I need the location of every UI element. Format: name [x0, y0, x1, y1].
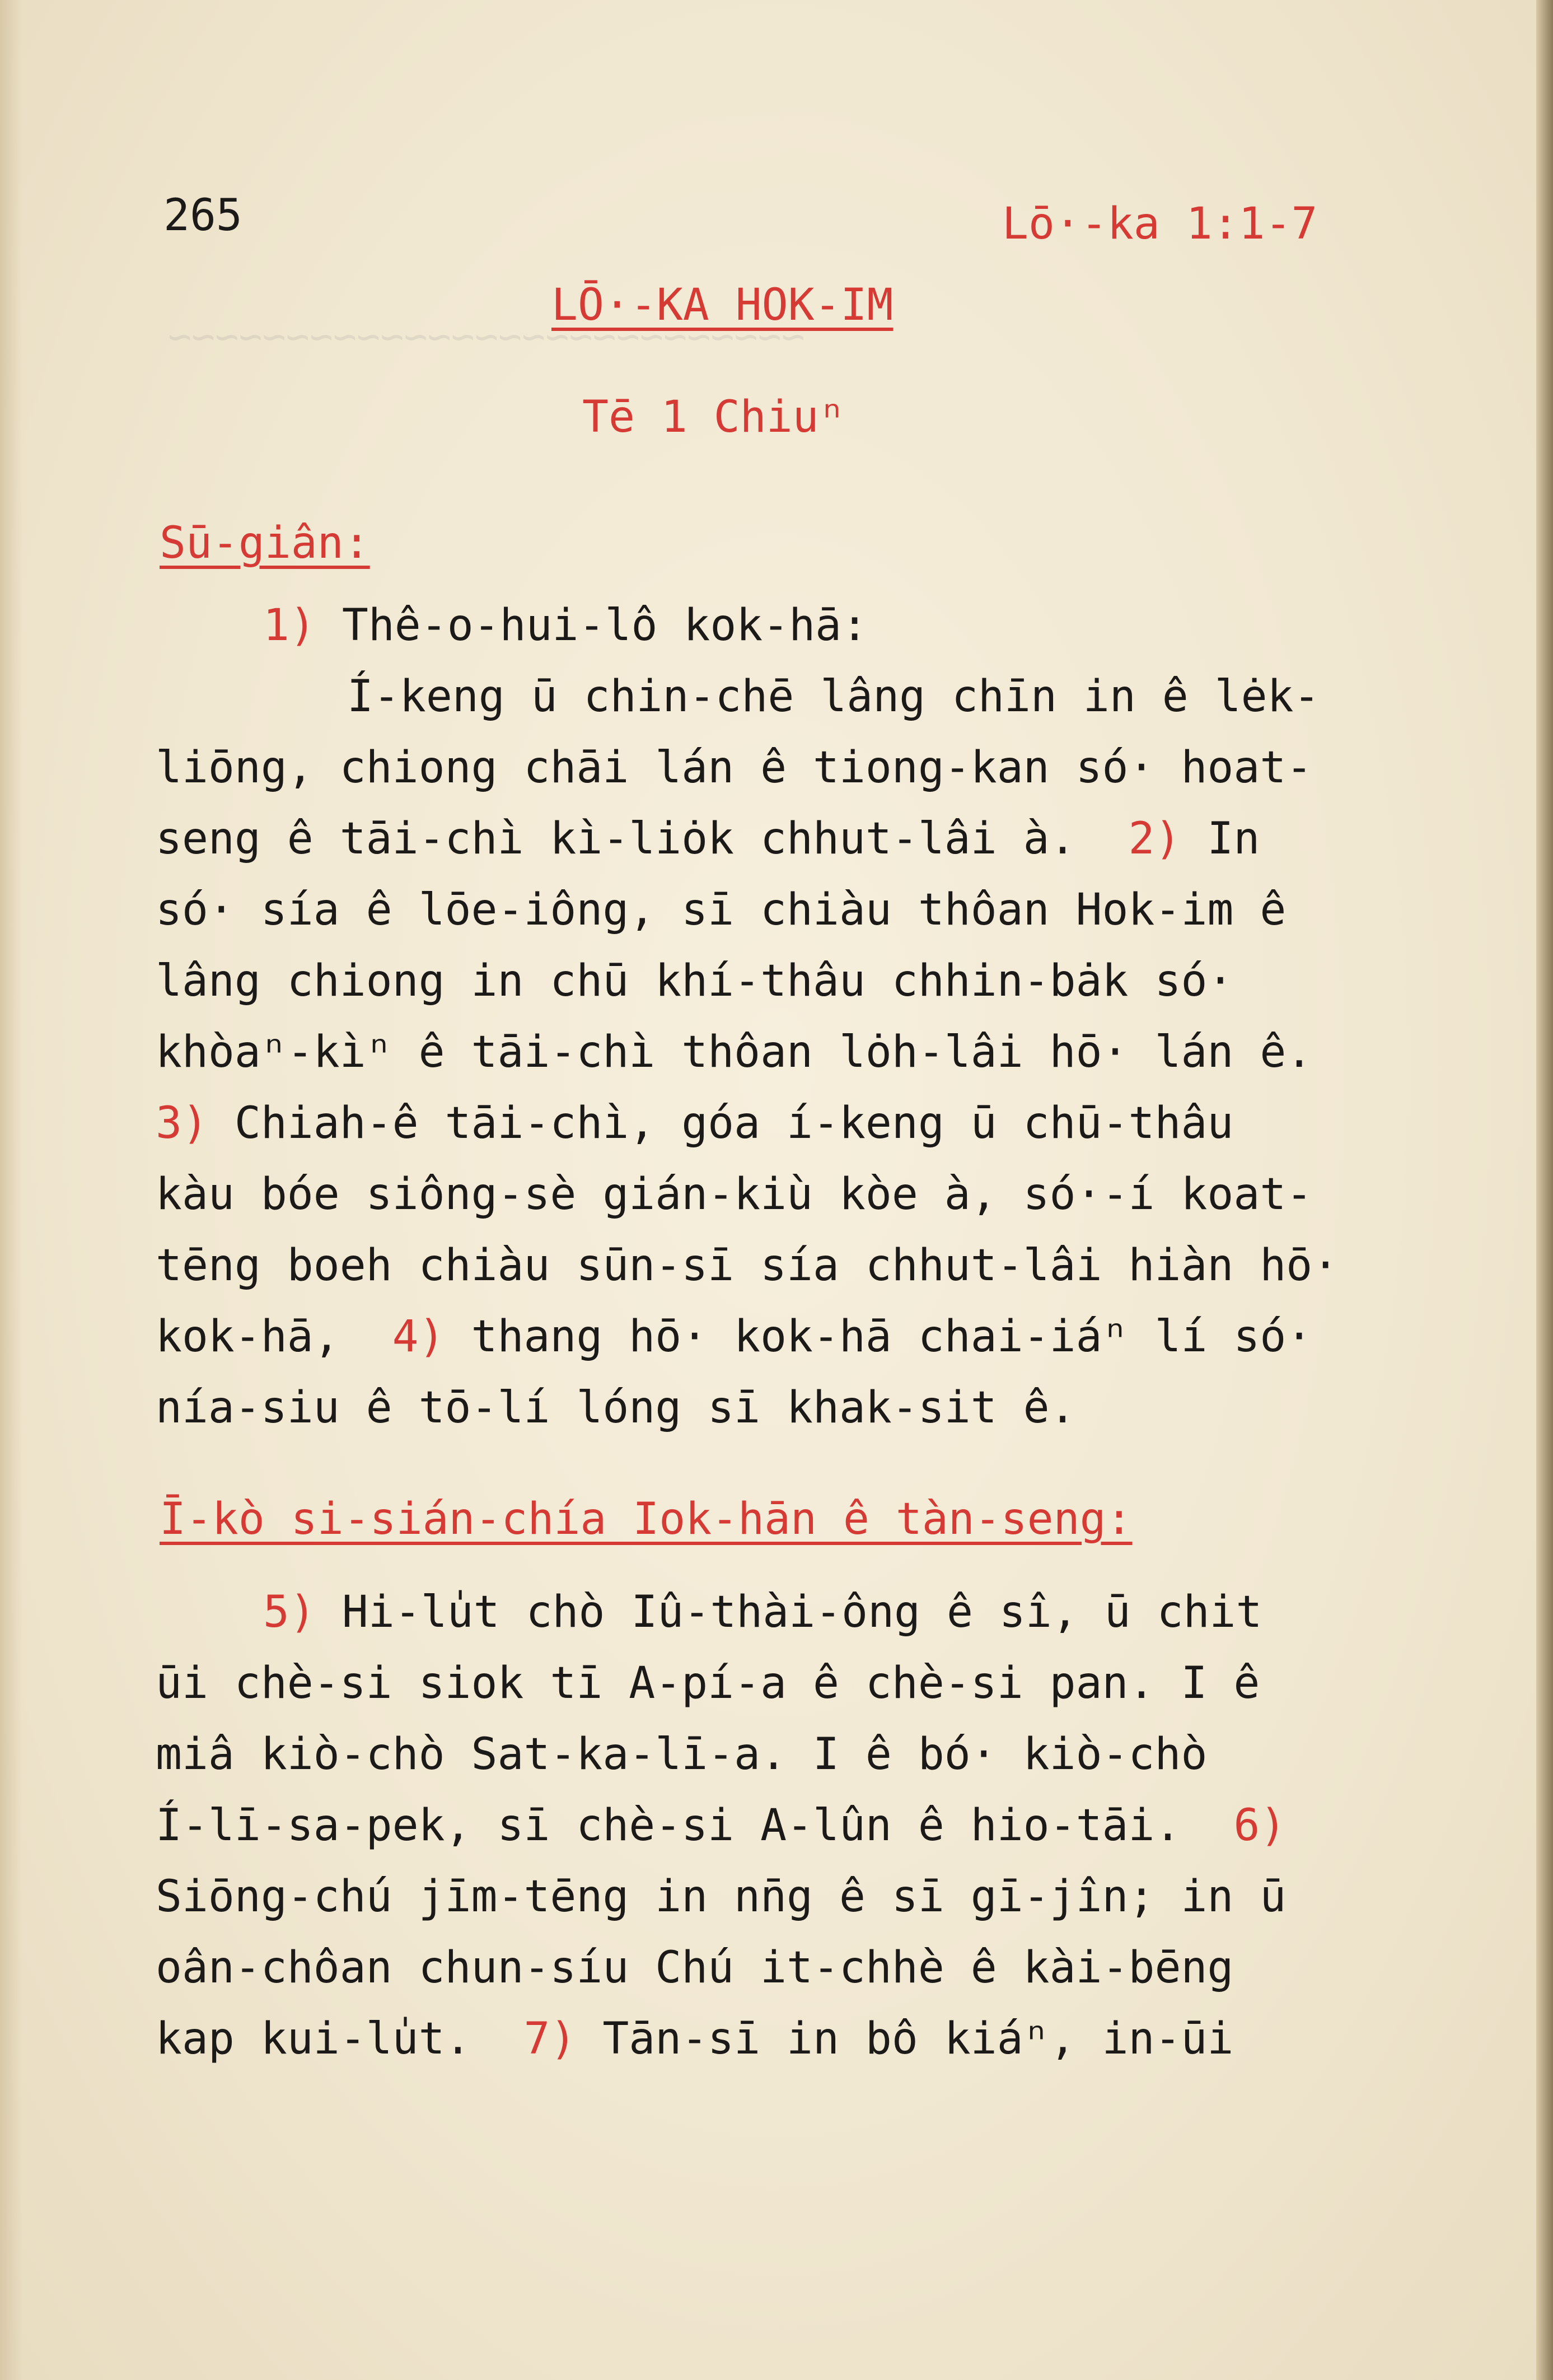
verse-line: kap kui-lu̍t. 7) Tān-sī in bô kiáⁿ, in-ūi — [156, 2014, 1234, 2064]
verse-line: Í-lī-sa-pek, sī chè-si A-lûn ê hio-tāi. 6) — [156, 1800, 1287, 1851]
verse-line: Siōng-chú jīm-tēng in nn̄g ê sī gī-jîn; in ū — [156, 1872, 1287, 1922]
verse-line: kok-hā, 4) thang hō· kok-hā chai-iáⁿ lí só· — [156, 1312, 1313, 1362]
chapter-heading: Tē 1 Chiuⁿ — [582, 392, 845, 442]
verse-line: khòaⁿ-kìⁿ ê tāi-chì thôan lȯh-lâi hō· lán ê. — [156, 1027, 1313, 1077]
verse-line: liōng, chiong chāi lán ê tiong-kan só· hoat- — [156, 743, 1313, 793]
verse-line: 3) Chiah-ê tāi-chì, góa í-keng ū chū-thâu — [156, 1098, 1234, 1149]
verse-line: 1) Thê-o-hui-lô kok-hā: — [263, 600, 868, 651]
verse-line: oân-chôan chun-síu Chú it-chhè ê kài-bēng — [156, 1943, 1234, 1993]
page-edge — [1536, 0, 1553, 2380]
chapter-reference: Lō·-ka 1:1-7 — [1002, 199, 1318, 249]
verse-line: tēng boeh chiàu sūn-sī sía chhut-lâi hiàn hō· — [156, 1240, 1339, 1291]
verse-line: nía-siu ê tō-lí lóng sī khak-sit ê. — [156, 1383, 1076, 1433]
verse-line: seng ê tāi-chì kì-liȯk chhut-lâi à. 2) In — [156, 814, 1260, 864]
verse-line: lâng chiong in chū khí-thâu chhin-bȧk só· — [156, 956, 1234, 1006]
verse-line: 5) Hi-lu̍t chò Iû-thài-ông ê sî, ū chit — [263, 1587, 1262, 1637]
verse-line: Í-keng ū chin-chē lâng chīn in ê lėk- — [347, 671, 1320, 722]
verse-line: miâ kiò-chò Sat-ka-lī-a. I ê bó· kiò-chò — [156, 1729, 1208, 1780]
page-number: 265 — [163, 190, 242, 241]
page-gutter-shadow — [0, 0, 22, 2380]
book-title: LŌ·-KA HOK-IM — [551, 280, 894, 330]
section-heading-birth-of-john: Ī-kò si-sián-chía Iok-hān ê tàn-seng: — [160, 1494, 1133, 1544]
verse-line: ūi chè-si siok tī A-pí-a ê chè-si pan. I ê — [156, 1658, 1260, 1709]
bleed-through-text: ~~~~~~~~~~~~~~~~~~~~~~~~~~~ — [168, 314, 805, 360]
verse-line: só· sía ê lōe-iông, sī chiàu thôan Hok-im ê — [156, 885, 1287, 935]
verse-line: kàu bóe siông-sè gián-kiù kòe à, só·-í koat- — [156, 1169, 1313, 1220]
section-heading-preface: Sū-giân: — [160, 518, 370, 568]
